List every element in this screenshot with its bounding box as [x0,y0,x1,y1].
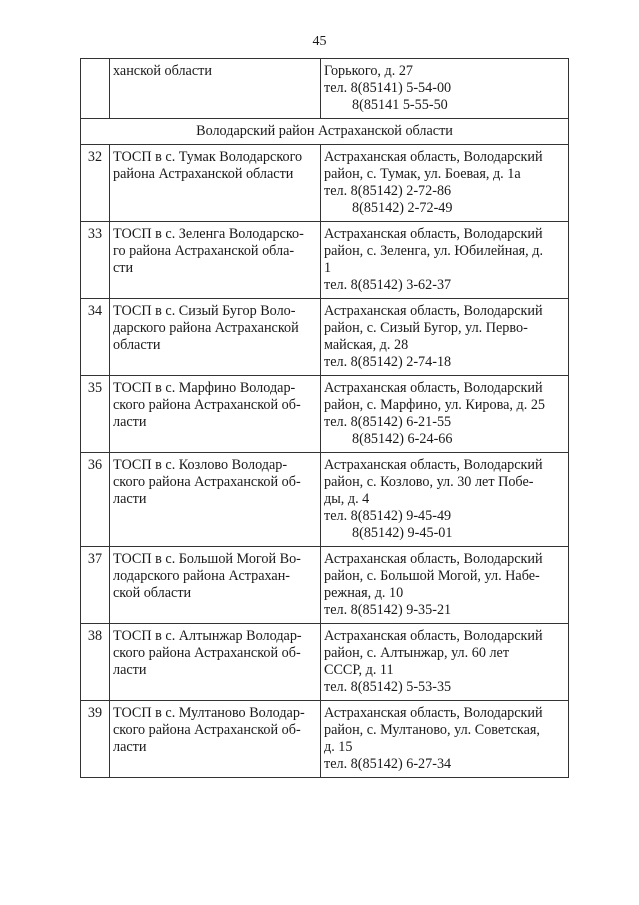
address-line: Астраханская область, Володарский [324,149,543,165]
address-line: район, с. Марфино, ул. Кирова, д. 25 [324,397,546,413]
address-line: Астраханская область, Володарский [324,457,543,473]
office-name-line: ханской области [113,63,212,79]
office-name-line: ТОСП в с. Большой Могой Во- [113,551,301,567]
address-line: тел. 8(85142) 6-21-55 [324,414,452,430]
address-line: режная, д. 10 [324,585,404,601]
office-address-cell [321,624,569,701]
office-address-cell [321,453,569,547]
address-line: тел. 8(85142) 6-27-34 [324,756,452,772]
address-line: район, с. Алтынжар, ул. 60 лет [324,645,510,661]
office-name-line: ласти [113,414,147,430]
address-line: тел. 8(85142) 9-45-49 [324,508,452,524]
address-line: район, с. Зеленга, ул. Юбилейная, д. [324,243,544,259]
phone-extra-line: 8(85142) 6-24-66 [352,431,453,447]
office-address-cell [321,701,569,778]
office-name-line: ТОСП в с. Зеленга Володарско- [113,226,304,242]
row-number-cell [81,59,110,119]
row-number-cell: 33 [81,222,110,299]
office-name-cell [110,547,321,624]
table-row [81,547,569,624]
page-number: 45 [312,34,327,49]
office-name-line: ласти [113,739,147,755]
table-row [81,701,569,778]
row-number-cell: 35 [81,376,110,453]
office-name-line: ского района Астраханской об- [113,474,301,490]
office-name-line: ТОСП в с. Козлово Володар- [113,457,288,473]
table-row [81,222,569,299]
office-name-cell [110,145,321,222]
office-address-cell [321,145,569,222]
office-name-line: го района Астраханской обла- [113,243,295,259]
office-name-line: района Астраханской области [113,166,294,182]
row-number-cell: 37 [81,547,110,624]
address-line: ды, д. 4 [324,491,370,507]
table-row [81,145,569,222]
phone-extra-line: 8(85141 5-55-50 [352,97,448,113]
address-line: СССР, д. 11 [324,662,394,678]
office-address-cell [321,547,569,624]
office-address-cell [321,59,569,119]
office-name-line: ТОСП в с. Тумак Володарского [113,149,303,165]
office-name-line: ского района Астраханской об- [113,645,301,661]
address-line: район, с. Тумак, ул. Боевая, д. 1а [324,166,521,182]
address-line: тел. 8(85142) 5-53-35 [324,679,452,695]
office-name-cell [110,59,321,119]
office-name-line: ТОСП в с. Марфино Володар- [113,380,296,396]
row-number-cell: 39 [81,701,110,778]
address-line: Горького, д. 27 [324,63,414,79]
address-line: тел. 8(85141) 5-54-00 [324,80,452,96]
phone-extra-line: 8(85142) 9-45-01 [352,525,453,541]
row-number-cell: 38 [81,624,110,701]
office-address-cell [321,376,569,453]
office-name-cell [110,624,321,701]
address-line: Астраханская область, Володарский [324,226,543,242]
address-line: майская, д. 28 [324,337,409,353]
address-line: район, с. Большой Могой, ул. Набе- [324,568,540,584]
table-body [81,59,569,778]
address-line: Астраханская область, Володарский [324,628,543,644]
address-line: д. 15 [324,739,353,755]
address-line: тел. 8(85142) 3-62-37 [324,277,452,293]
row-number-cell: 34 [81,299,110,376]
table-row-continuation [81,59,569,119]
address-line: Астраханская область, Володарский [324,551,543,567]
section-header-row [81,119,569,145]
office-name-cell [110,701,321,778]
office-address-cell [321,222,569,299]
address-line: район, с. Сизый Бугор, ул. Перво- [324,320,528,336]
address-line: тел. 8(85142) 2-74-18 [324,354,452,370]
office-name-cell [110,299,321,376]
phone-extra-line: 8(85142) 2-72-49 [352,200,453,216]
office-name-line: ласти [113,662,147,678]
office-name-line: сти [113,260,134,276]
office-address-cell [321,299,569,376]
office-name-line: области [113,337,161,353]
office-name-line: ского района Астраханской об- [113,397,301,413]
office-name-cell [110,453,321,547]
office-name-line: ТОСП в с. Алтынжар Володар- [113,628,302,644]
table-row [81,299,569,376]
table-row [81,453,569,547]
address-line: тел. 8(85142) 9-35-21 [324,602,452,618]
offices-table [80,58,569,778]
address-line: Астраханская область, Володарский [324,380,543,396]
address-line: тел. 8(85142) 2-72-86 [324,183,452,199]
office-name-line: лодарского района Астрахан- [113,568,291,584]
office-name-line: дарского района Астраханской [113,320,299,336]
row-number-cell: 36 [81,453,110,547]
office-name-line: ласти [113,491,147,507]
office-name-cell [110,376,321,453]
address-line: 1 [324,260,332,276]
office-name-line: ТОСП в с. Сизый Бугор Воло- [113,303,296,319]
table-row [81,624,569,701]
section-title: Володарский район Астраханской области [81,119,569,145]
office-name-line: ской области [113,585,192,601]
address-line: Астраханская область, Володарский [324,303,543,319]
office-name-line: ского района Астраханской об- [113,722,301,738]
table-row [81,376,569,453]
office-name-line: ТОСП в с. Мултаново Володар- [113,705,305,721]
office-name-cell [110,222,321,299]
row-number-cell: 32 [81,145,110,222]
address-line: Астраханская область, Володарский [324,705,543,721]
address-line: район, с. Козлово, ул. 30 лет Побе- [324,474,534,490]
address-line: район, с. Мултаново, ул. Советская, [324,722,540,738]
